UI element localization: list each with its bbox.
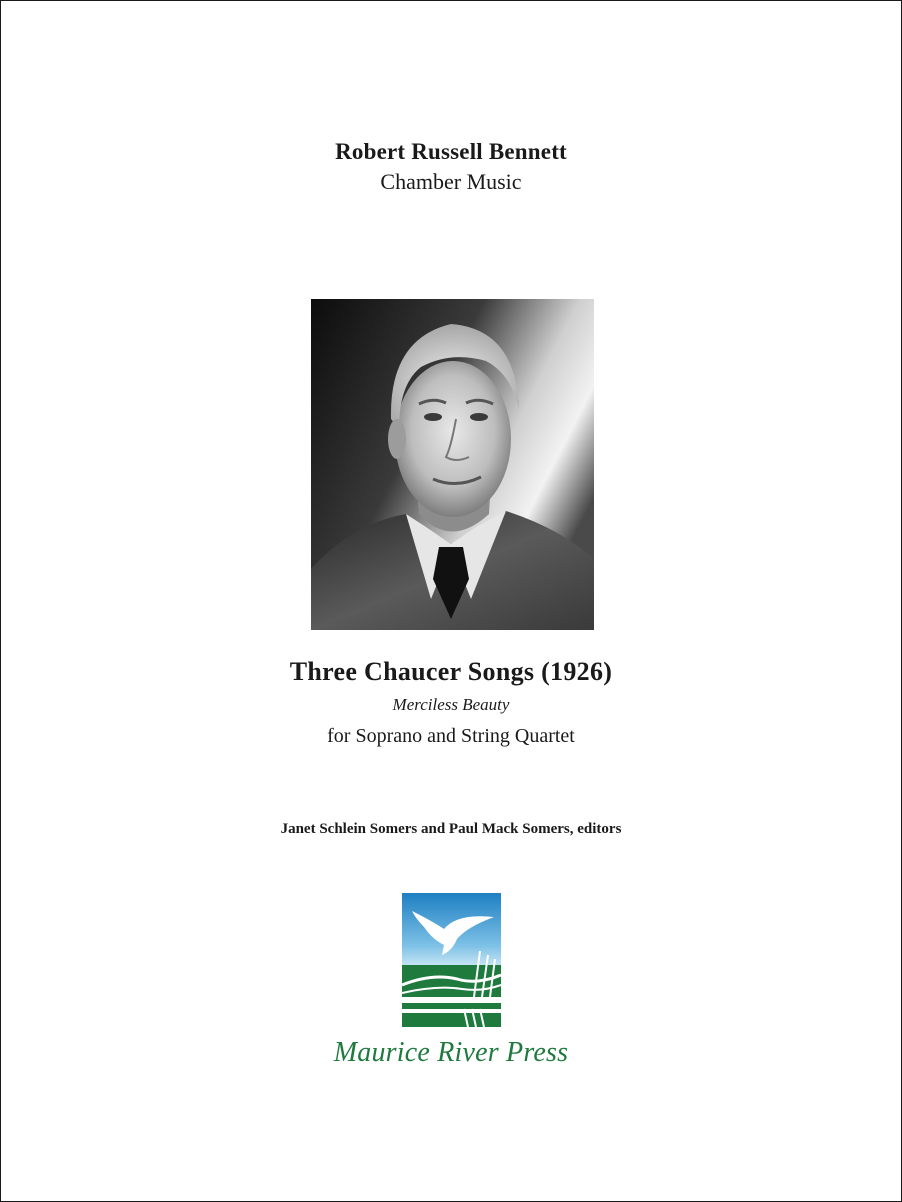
collection-title: Chamber Music (380, 169, 522, 194)
work-title: Three Chaucer Songs (1926) (289, 657, 613, 686)
work-subtitle: Merciless Beauty (392, 695, 510, 714)
publisher-logo (402, 893, 501, 1027)
composer-name: Robert Russell Bennett (335, 139, 567, 164)
composer-portrait (311, 299, 594, 630)
publisher-name: Maurice River Press (333, 1037, 569, 1068)
instrumentation: for Soprano and String Quartet (327, 725, 575, 747)
editors-credit: Janet Schlein Somers and Paul Mack Somers, editors (280, 821, 622, 837)
